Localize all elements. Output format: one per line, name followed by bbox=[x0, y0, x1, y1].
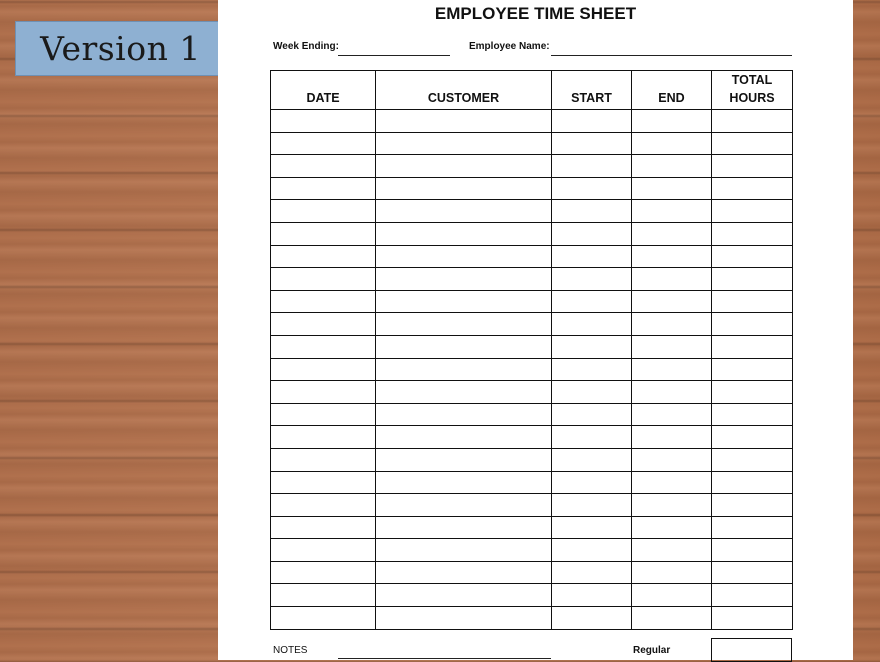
end-cell[interactable] bbox=[632, 335, 712, 358]
start-cell[interactable] bbox=[552, 494, 632, 517]
regular-hours-label: Regular bbox=[633, 645, 671, 656]
end-cell[interactable] bbox=[632, 155, 712, 178]
timesheet-page bbox=[218, 0, 853, 660]
date-cell[interactable] bbox=[271, 607, 376, 630]
end-cell[interactable] bbox=[632, 403, 712, 426]
notes-field[interactable] bbox=[338, 658, 551, 659]
end-cell[interactable] bbox=[632, 494, 712, 517]
table-row bbox=[271, 494, 793, 517]
date-cell[interactable] bbox=[271, 426, 376, 449]
date-cell[interactable] bbox=[271, 561, 376, 584]
start-cell[interactable] bbox=[552, 584, 632, 607]
customer-cell[interactable] bbox=[376, 539, 552, 562]
date-cell[interactable] bbox=[271, 222, 376, 245]
customer-cell[interactable] bbox=[376, 132, 552, 155]
date-cell[interactable] bbox=[271, 381, 376, 404]
start-cell[interactable] bbox=[552, 403, 632, 426]
end-cell[interactable] bbox=[632, 132, 712, 155]
table-row bbox=[271, 607, 793, 630]
end-cell[interactable] bbox=[632, 177, 712, 200]
end-cell[interactable] bbox=[632, 290, 712, 313]
total-hours-cell[interactable] bbox=[712, 358, 793, 381]
customer-cell[interactable] bbox=[376, 494, 552, 517]
total-hours-cell[interactable] bbox=[712, 471, 793, 494]
total-hours-cell[interactable] bbox=[712, 132, 793, 155]
start-cell[interactable] bbox=[552, 290, 632, 313]
customer-cell[interactable] bbox=[376, 222, 552, 245]
customer-cell[interactable] bbox=[376, 584, 552, 607]
table-row bbox=[271, 335, 793, 358]
end-cell[interactable] bbox=[632, 381, 712, 404]
customer-cell[interactable] bbox=[376, 200, 552, 223]
customer-cell[interactable] bbox=[376, 448, 552, 471]
week-ending-label: Week Ending: bbox=[273, 41, 339, 52]
start-cell[interactable] bbox=[552, 358, 632, 381]
table-row bbox=[271, 245, 793, 268]
table-row bbox=[271, 539, 793, 562]
date-cell[interactable] bbox=[271, 200, 376, 223]
total-hours-cell[interactable] bbox=[712, 290, 793, 313]
table-row bbox=[271, 222, 793, 245]
version-badge bbox=[15, 21, 226, 76]
total-hours-cell[interactable] bbox=[712, 268, 793, 291]
total-hours-cell[interactable] bbox=[712, 335, 793, 358]
end-cell[interactable] bbox=[632, 471, 712, 494]
page-title: EMPLOYEE TIME SHEET bbox=[434, 4, 637, 23]
total-hours-cell[interactable] bbox=[712, 177, 793, 200]
week-ending-field[interactable] bbox=[338, 55, 450, 56]
table-row bbox=[271, 290, 793, 313]
customer-cell[interactable] bbox=[376, 607, 552, 630]
end-cell[interactable] bbox=[632, 539, 712, 562]
column-header-customer: CUSTOMER bbox=[376, 71, 552, 110]
start-cell[interactable] bbox=[552, 132, 632, 155]
column-header-start: START bbox=[552, 71, 632, 110]
total-hours-cell[interactable] bbox=[712, 245, 793, 268]
total-hours-cell[interactable] bbox=[712, 561, 793, 584]
date-cell[interactable] bbox=[271, 155, 376, 178]
customer-cell[interactable] bbox=[376, 471, 552, 494]
table-row bbox=[271, 358, 793, 381]
total-hours-cell[interactable] bbox=[712, 584, 793, 607]
end-cell[interactable] bbox=[632, 607, 712, 630]
date-cell[interactable] bbox=[271, 516, 376, 539]
table-row bbox=[271, 426, 793, 449]
total-hours-cell[interactable] bbox=[712, 313, 793, 336]
table-row bbox=[271, 516, 793, 539]
customer-cell[interactable] bbox=[376, 381, 552, 404]
start-cell[interactable] bbox=[552, 313, 632, 336]
table-header-row bbox=[271, 71, 793, 110]
customer-cell[interactable] bbox=[376, 335, 552, 358]
table-row bbox=[271, 561, 793, 584]
end-cell[interactable] bbox=[632, 222, 712, 245]
date-cell[interactable] bbox=[271, 358, 376, 381]
start-cell[interactable] bbox=[552, 222, 632, 245]
total-hours-cell[interactable] bbox=[712, 539, 793, 562]
date-cell[interactable] bbox=[271, 494, 376, 517]
table-row bbox=[271, 177, 793, 200]
total-hours-cell[interactable] bbox=[712, 448, 793, 471]
table-row bbox=[271, 584, 793, 607]
start-cell[interactable] bbox=[552, 471, 632, 494]
end-cell[interactable] bbox=[632, 584, 712, 607]
start-cell[interactable] bbox=[552, 200, 632, 223]
end-cell[interactable] bbox=[632, 110, 712, 133]
start-cell[interactable] bbox=[552, 381, 632, 404]
total-hours-cell[interactable] bbox=[712, 516, 793, 539]
customer-cell[interactable] bbox=[376, 561, 552, 584]
end-cell[interactable] bbox=[632, 200, 712, 223]
customer-cell[interactable] bbox=[376, 177, 552, 200]
start-cell[interactable] bbox=[552, 155, 632, 178]
customer-cell[interactable] bbox=[376, 403, 552, 426]
customer-cell[interactable] bbox=[376, 155, 552, 178]
total-hours-cell[interactable] bbox=[712, 381, 793, 404]
date-cell[interactable] bbox=[271, 268, 376, 291]
start-cell[interactable] bbox=[552, 426, 632, 449]
end-cell[interactable] bbox=[632, 245, 712, 268]
end-cell[interactable] bbox=[632, 313, 712, 336]
start-cell[interactable] bbox=[552, 245, 632, 268]
version-label: Version 1 bbox=[40, 29, 201, 68]
date-cell[interactable] bbox=[271, 403, 376, 426]
end-cell[interactable] bbox=[632, 358, 712, 381]
employee-name-label: Employee Name: bbox=[469, 41, 550, 52]
date-cell[interactable] bbox=[271, 448, 376, 471]
total-hours-cell[interactable] bbox=[712, 110, 793, 133]
timesheet-table bbox=[270, 70, 793, 630]
date-cell[interactable] bbox=[271, 245, 376, 268]
table-row bbox=[271, 448, 793, 471]
total-hours-cell[interactable] bbox=[712, 155, 793, 178]
customer-cell[interactable] bbox=[376, 358, 552, 381]
customer-cell[interactable] bbox=[376, 110, 552, 133]
date-cell[interactable] bbox=[271, 471, 376, 494]
date-cell[interactable] bbox=[271, 132, 376, 155]
table-row bbox=[271, 132, 793, 155]
table-row bbox=[271, 381, 793, 404]
column-header-end: END bbox=[632, 71, 712, 110]
date-cell[interactable] bbox=[271, 177, 376, 200]
total-hours-cell[interactable] bbox=[712, 494, 793, 517]
start-cell[interactable] bbox=[552, 268, 632, 291]
date-cell[interactable] bbox=[271, 539, 376, 562]
table-row bbox=[271, 268, 793, 291]
start-cell[interactable] bbox=[552, 516, 632, 539]
customer-cell[interactable] bbox=[376, 313, 552, 336]
column-header-total-hours: TOTAL HOURS bbox=[712, 71, 793, 110]
column-header-date: DATE bbox=[271, 71, 376, 110]
date-cell[interactable] bbox=[271, 313, 376, 336]
table-row bbox=[271, 313, 793, 336]
customer-cell[interactable] bbox=[376, 245, 552, 268]
end-cell[interactable] bbox=[632, 426, 712, 449]
total-hours-cell[interactable] bbox=[712, 200, 793, 223]
start-cell[interactable] bbox=[552, 539, 632, 562]
customer-cell[interactable] bbox=[376, 516, 552, 539]
total-hours-cell[interactable] bbox=[712, 403, 793, 426]
customer-cell[interactable] bbox=[376, 268, 552, 291]
start-cell[interactable] bbox=[552, 110, 632, 133]
end-cell[interactable] bbox=[632, 561, 712, 584]
table-row bbox=[271, 200, 793, 223]
date-cell[interactable] bbox=[271, 290, 376, 313]
customer-cell[interactable] bbox=[376, 290, 552, 313]
notes-label: NOTES bbox=[273, 645, 308, 656]
date-cell[interactable] bbox=[271, 584, 376, 607]
regular-hours-box[interactable] bbox=[711, 638, 792, 662]
customer-cell[interactable] bbox=[376, 426, 552, 449]
start-cell[interactable] bbox=[552, 335, 632, 358]
table-row bbox=[271, 403, 793, 426]
table-row bbox=[271, 110, 793, 133]
date-cell[interactable] bbox=[271, 335, 376, 358]
start-cell[interactable] bbox=[552, 448, 632, 471]
end-cell[interactable] bbox=[632, 448, 712, 471]
start-cell[interactable] bbox=[552, 561, 632, 584]
total-hours-cell[interactable] bbox=[712, 607, 793, 630]
table-row bbox=[271, 471, 793, 494]
start-cell[interactable] bbox=[552, 177, 632, 200]
end-cell[interactable] bbox=[632, 268, 712, 291]
table-row bbox=[271, 155, 793, 178]
date-cell[interactable] bbox=[271, 110, 376, 133]
end-cell[interactable] bbox=[632, 516, 712, 539]
total-hours-cell[interactable] bbox=[712, 222, 793, 245]
total-hours-cell[interactable] bbox=[712, 426, 793, 449]
start-cell[interactable] bbox=[552, 607, 632, 630]
employee-name-field[interactable] bbox=[551, 55, 792, 56]
